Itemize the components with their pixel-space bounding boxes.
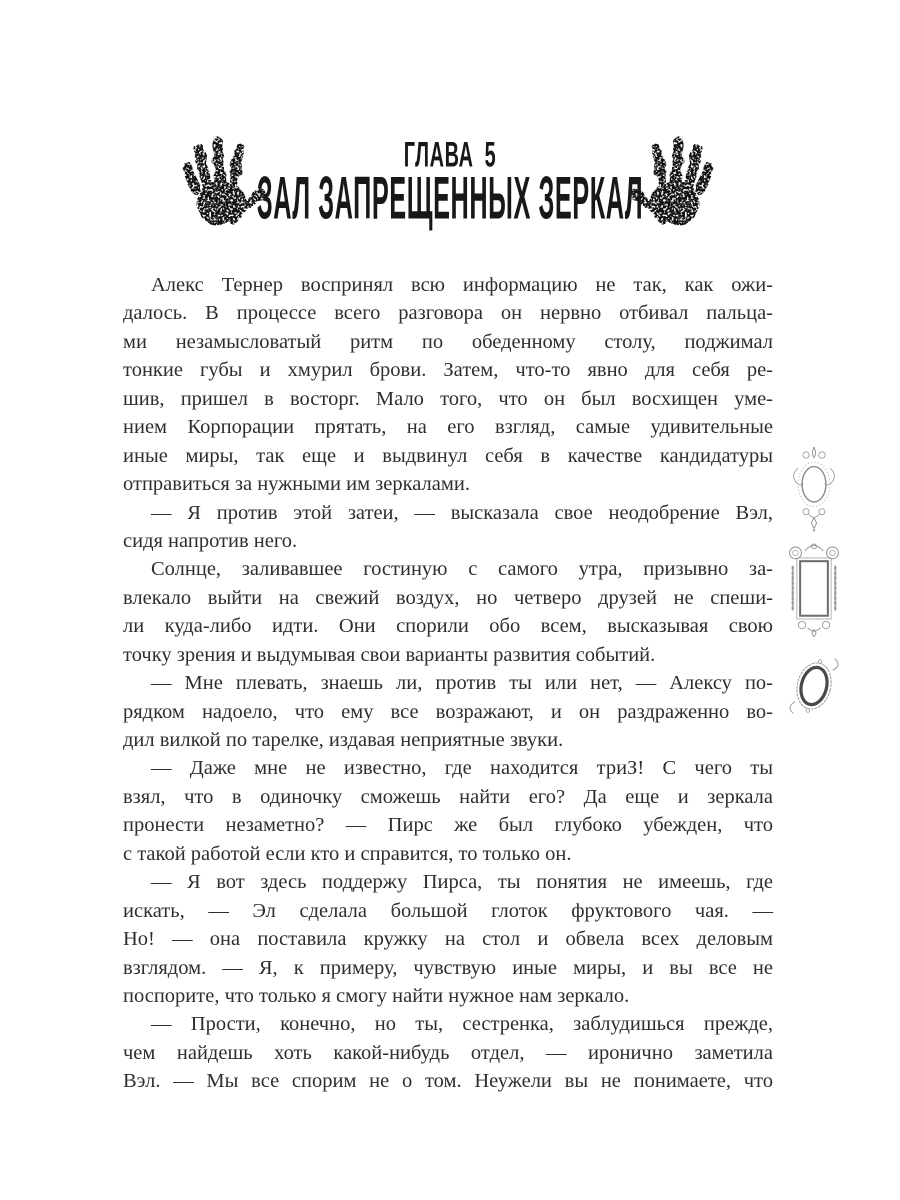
paragraph (123, 1010, 773, 1095)
text-line: взглядом. — Я, к примеру, чувствую иные миры, и вы все не (123, 956, 773, 979)
text-line: влекало выйти на свежий воздух, но четверо друзей не спеши- (123, 586, 773, 609)
text-line: далось. В процессе всего разговора он нервно отбивал пальца- (123, 302, 773, 325)
paragraph (123, 868, 773, 1010)
text-line: рядком надоело, что ему все возражают, и он раздраженно во- (123, 700, 773, 723)
oval-ornate-mirror-icon (787, 440, 841, 532)
text-line: Солнце, заливавшее гостиную с самого утра, призывно за- (151, 558, 773, 581)
text-line: взял, что в одиночку сможешь найти его? Да еще и зеркала (123, 785, 773, 808)
text-line: искать, — Эл сделала большой глоток фруктового чая. — (123, 899, 773, 922)
text-line: — Мне плевать, знаешь ли, против ты или нет, — Алексу по- (151, 672, 773, 695)
text-line: Но! — она поставила кружку на стол и обвела всех деловым (123, 928, 773, 951)
text-line: — Я против этой затеи, — высказала свое неодобрение Вэл, (151, 501, 773, 524)
text-line: шив, пришел в восторг. Мало того, что он был восхищен уме- (123, 387, 773, 410)
text-line: сидя напротив него. (123, 529, 298, 552)
text-line: ми незамысловатый ритм по обеденному столу, поджимал (123, 330, 773, 353)
text-line: Алекс Тернер воспринял всю информацию не так, как ожи- (151, 274, 773, 296)
chapter-title: ЗАЛ ЗАПРЕЩЕННЫХ ЗЕРКАЛ (256, 163, 644, 232)
text-line: ли куда-либо идти. Они спорили обо всем, высказывая свою (123, 615, 773, 638)
paragraph (123, 754, 773, 868)
rect-ornate-mirror-icon (784, 539, 844, 637)
text-line: тонкие губы и хмурил брови. Затем, что-то явно для себя ре- (123, 359, 773, 382)
paragraph (123, 669, 773, 754)
paragraph (123, 555, 773, 669)
text-line: иные миры, так еще и выдвинул себя в качестве кандидатуры (123, 444, 773, 467)
text-line: точку зрения и выдумывая свои варианты развития событий. (123, 643, 656, 666)
body-text (123, 271, 773, 1096)
text-line: — Я вот здесь поддержу Пирса, ты понятия не имеешь, где (151, 871, 773, 894)
text-line: нием Корпорации прятать, на его взгляд, самые удивительные (123, 416, 773, 439)
text-line: с такой работой если кто и справится, то только он. (123, 842, 572, 865)
text-line: пронести незаметно? — Пирс же был глубоко убежден, что (123, 814, 773, 837)
text-line: отправиться за нужными им зеркалами. (123, 473, 470, 496)
mirror-ornaments (783, 440, 845, 730)
paragraph (123, 271, 773, 499)
text-line: Вэл. — Мы все спорим не о том. Неужели вы не понимаете, что (123, 1070, 773, 1093)
text-line: дил вилкой по тарелке, издавая неприятные звуки. (123, 729, 564, 751)
chapter-heading (0, 134, 900, 232)
text-line: — Прости, конечно, но ты, сестренка, заблудишься прежде, (151, 1013, 773, 1036)
text-line: — Даже мне не известно, где находится триЗ! С чего ты (151, 757, 773, 780)
chapter-number: ГЛАВА 5 (403, 134, 497, 175)
tilted-oval-mirror-icon (787, 642, 841, 730)
text-line: поспорите, что только я смогу найти нужное нам зеркало. (123, 984, 630, 1007)
paragraph (123, 499, 773, 556)
text-line: чем найдешь хоть какой-нибудь отдел, — иронично заметила (123, 1041, 773, 1064)
